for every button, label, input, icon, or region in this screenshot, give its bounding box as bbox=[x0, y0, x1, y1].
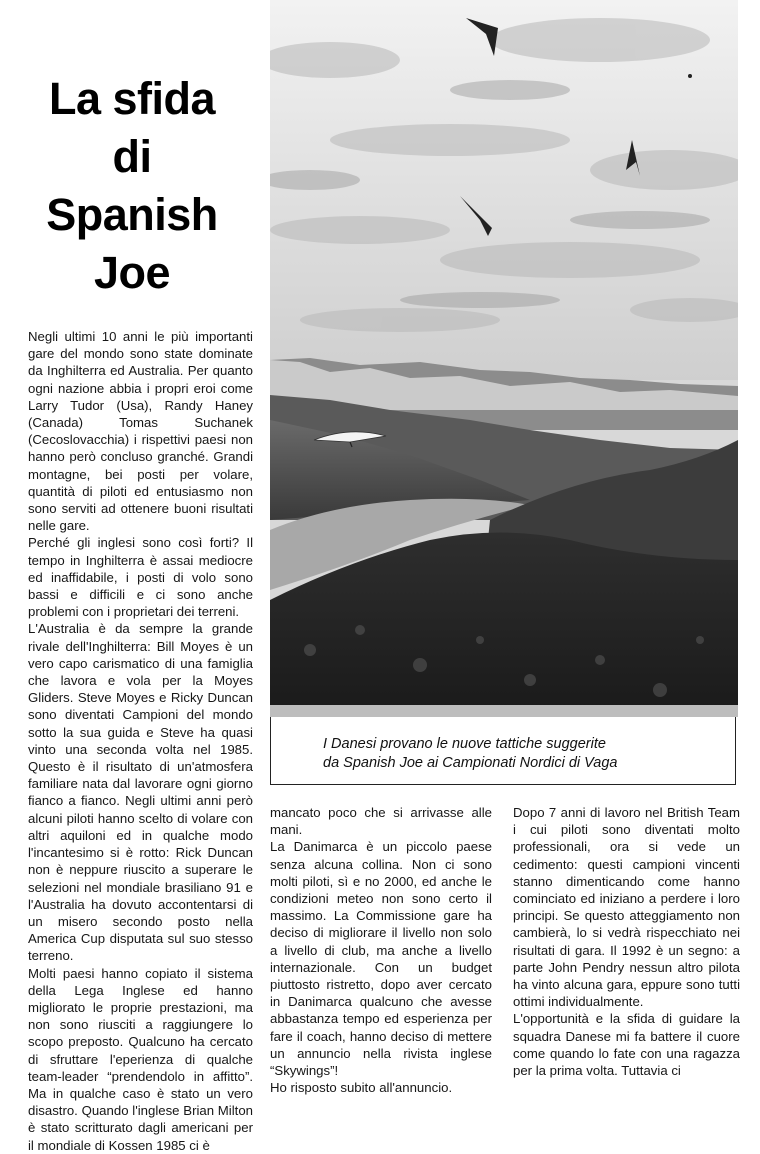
text-column-3 bbox=[513, 804, 740, 1079]
hang-gliders-photo bbox=[270, 0, 738, 717]
title-line: Joe bbox=[93, 247, 171, 298]
title-line: di bbox=[112, 131, 152, 182]
paragraph: L'Australia è da sempre la grande rivale dell'Inghilterra: Bill Moyes è un vero capo carismatico di una famiglia che lavora e vola per la Moyes Gliders. Steve Moyes e Ricky Duncan sono diventati Campioni del mondo sotto la sua guida e Steve ha quasi vinto una seconda volta nel 1985. Questo è il risultato di un'atmosfera familiare nata dal lavorare ogni giorno fianco a fianco. Negli ultimi anni però alcuni piloti hanno scelto di volare con altri aquiloni ed in qualche modo l'incantesimo si è rotto: Rick Duncan non è neppure riuscito a superare le selezioni nel mondiale brasiliano 91 e l'Australia ha dovuto accontentarsi di un misero secondo posto nella America Cup disputata sul suo stesso terreno. bbox=[28, 621, 253, 964]
text-column-2 bbox=[270, 804, 492, 1096]
paragraph: L'opportunità e la sfida di guidare la squadra Danese mi fa battere il cuore come quando lo fate con una ragazza per la prima volta. Tuttavia ci bbox=[513, 1011, 740, 1079]
photo-illustration bbox=[270, 0, 738, 717]
caption-text bbox=[323, 735, 723, 773]
caption-line: I Danesi provano le nuove tattiche suggerite bbox=[323, 736, 606, 752]
text-column-1 bbox=[28, 328, 253, 1154]
title-line: La sfida bbox=[48, 73, 216, 124]
article-title bbox=[14, 70, 250, 302]
paragraph: Negli ultimi 10 anni le più importanti gare del mondo sono state dominate da Inghilterra ed Australia. Per quanto ogni nazione abbia i propri eroi come Larry Tudor (Usa), Randy Haney (Canada) Tomas Suchanek (Cecoslovacchia) i rispettivi paesi non hanno però concluso granché. Grandi montagne, bei posti per volare, quantità di piloti ed entusiasmo non sono serviti ad ottenere buoni risultati nelle gare. bbox=[28, 329, 253, 534]
title-line: Spanish bbox=[46, 189, 218, 240]
paragraph: mancato poco che si arrivasse alle mani. bbox=[270, 805, 492, 838]
caption-line: da Spanish Joe ai Campionati Nordici di Vaga bbox=[323, 755, 618, 771]
paragraph: Perché gli inglesi sono così forti? Il tempo in Inghilterra è assai mediocre ed inaffidabile, i posti di volo sono bassi e difficili e ci sono anche problemi con i proprietari dei terreni. bbox=[28, 535, 253, 620]
paragraph: Ho risposto subito all'annuncio. bbox=[270, 1080, 453, 1096]
photo-caption bbox=[270, 717, 736, 785]
paragraph: La Danimarca è un piccolo paese senza alcuna collina. Non ci sono molti piloti, sì e no 2000, ed anche le condizioni meteo non sono certo il massimo. La Commissione gare ha deciso di migliorare il livello non solo a livello di club, ma anche a livello internazionale. Con un budget piuttosto ristretto, dopo aver cercato in Danimarca qualcuno che avesse abbastanza tempo ed esperienza per fare il coach, hanno deciso di mettere un annuncio nella rivista inglese “Skywings”! bbox=[270, 839, 492, 1079]
paragraph: Molti paesi hanno copiato il sistema della Lega Inglese ed hanno migliorato le proprie prestazioni, ma non sono riusciti a raggiungere lo scopo preposto. Qualcuno ha cercato di sfruttare l'eperienza di qualche team-leader “prendendolo in affitto”. Ma in qualche caso è stato un vero disastro. Quando l'inglese Brian Milton è stato scritturato dagli americani per il mondiale di Kossen 1985 ci è bbox=[28, 965, 253, 1153]
paragraph: Dopo 7 anni di lavoro nel British Team i cui piloti sono diventati molto professionali, ora si vede un cedimento: questi campioni vincenti stanno dimenticando come hanno cominciato ed iniziano a perdere i loro principi. Se questo atteggiamento non cambierà, lo si vedrà rispecchiato nei risultati di gara. Il 1992 è un segno: a parte John Pendry nessun altro pilota ha vinto alcuna gara, eppure sono tutti ottimi individualmente. bbox=[513, 805, 740, 1010]
